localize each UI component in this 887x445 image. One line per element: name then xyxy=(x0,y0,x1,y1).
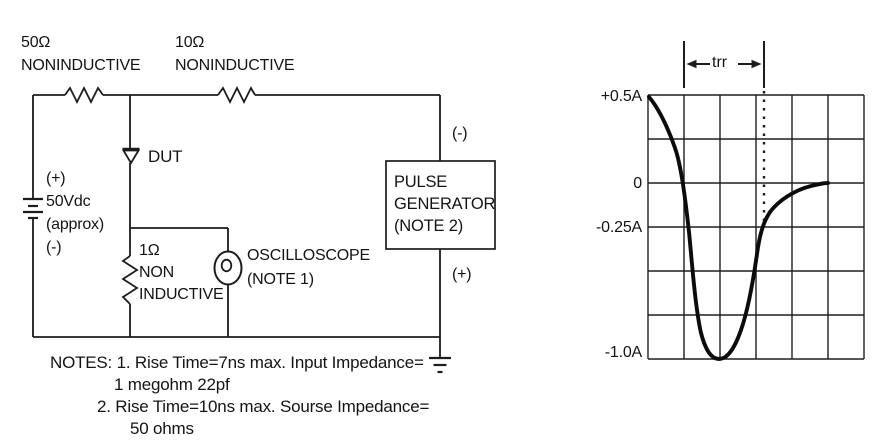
resistor-1ohm-icon xyxy=(123,256,137,304)
resistor-1-line3: INDUCTIVE xyxy=(139,286,224,303)
pulse-generator-terminal-plus: (+) xyxy=(452,266,472,283)
notes-line4: 50 ohms xyxy=(130,419,194,438)
resistor-50ohm-icon xyxy=(65,88,103,102)
notes-line1: NOTES: 1. Rise Time=7ns max. Input Impedance= xyxy=(50,353,424,372)
oscilloscope-note: (NOTE 1) xyxy=(247,271,314,288)
dut-diode-icon xyxy=(123,149,140,163)
ground-icon xyxy=(429,358,451,372)
oscilloscope-title: OSCILLOSCOPE xyxy=(247,247,370,264)
graph-grid xyxy=(648,95,864,359)
pulse-generator-terminal-minus: (-) xyxy=(452,125,468,142)
oscilloscope-label xyxy=(247,244,370,292)
trr-arrow-left-head xyxy=(687,60,697,68)
notes-line2: 1 megohm 22pf xyxy=(114,375,230,394)
resistor-1-label xyxy=(139,240,223,306)
y-axis-label-quarter: -0.25A xyxy=(596,219,642,236)
source-plus: (+) xyxy=(46,170,66,187)
resistor-1-line2: NON xyxy=(139,264,174,281)
voltage-source-label xyxy=(46,167,104,259)
pulse-generator-line1: PULSE xyxy=(394,173,448,191)
resistor-10-label xyxy=(175,31,294,77)
y-axis-label-zero: 0 xyxy=(633,175,642,192)
battery-icon xyxy=(23,199,43,218)
notes-line3: 2. Rise Time=10ns max. Sourse Impedance= xyxy=(97,397,430,416)
y-axis-label-bottom: -1.0A xyxy=(604,344,642,361)
resistor-50-type: NONINDUCTIVE xyxy=(21,57,141,74)
pulse-generator-line2: GENERATOR xyxy=(394,195,496,213)
resistor-10-value: 10Ω xyxy=(175,34,205,51)
waveform-curve xyxy=(649,97,828,359)
source-value: 50Vdc xyxy=(46,193,91,210)
pulse-generator-line3: (NOTE 2) xyxy=(394,217,463,235)
resistor-10-type: NONINDUCTIVE xyxy=(175,57,295,74)
resistor-10ohm-icon xyxy=(218,88,255,102)
waveform-graph xyxy=(648,41,864,359)
dut-label: DUT xyxy=(148,147,183,166)
pulse-generator-label xyxy=(394,171,495,237)
source-minus: (-) xyxy=(46,239,62,256)
resistor-50-label xyxy=(21,31,140,77)
y-axis-label-top: +0.5A xyxy=(600,88,642,105)
trr-arrow-right-head xyxy=(752,60,762,68)
resistor-50-value: 50Ω xyxy=(21,34,51,51)
resistor-1-value: 1Ω xyxy=(139,242,160,259)
trr-label: trr xyxy=(712,54,728,71)
source-approx: (approx) xyxy=(46,216,104,233)
